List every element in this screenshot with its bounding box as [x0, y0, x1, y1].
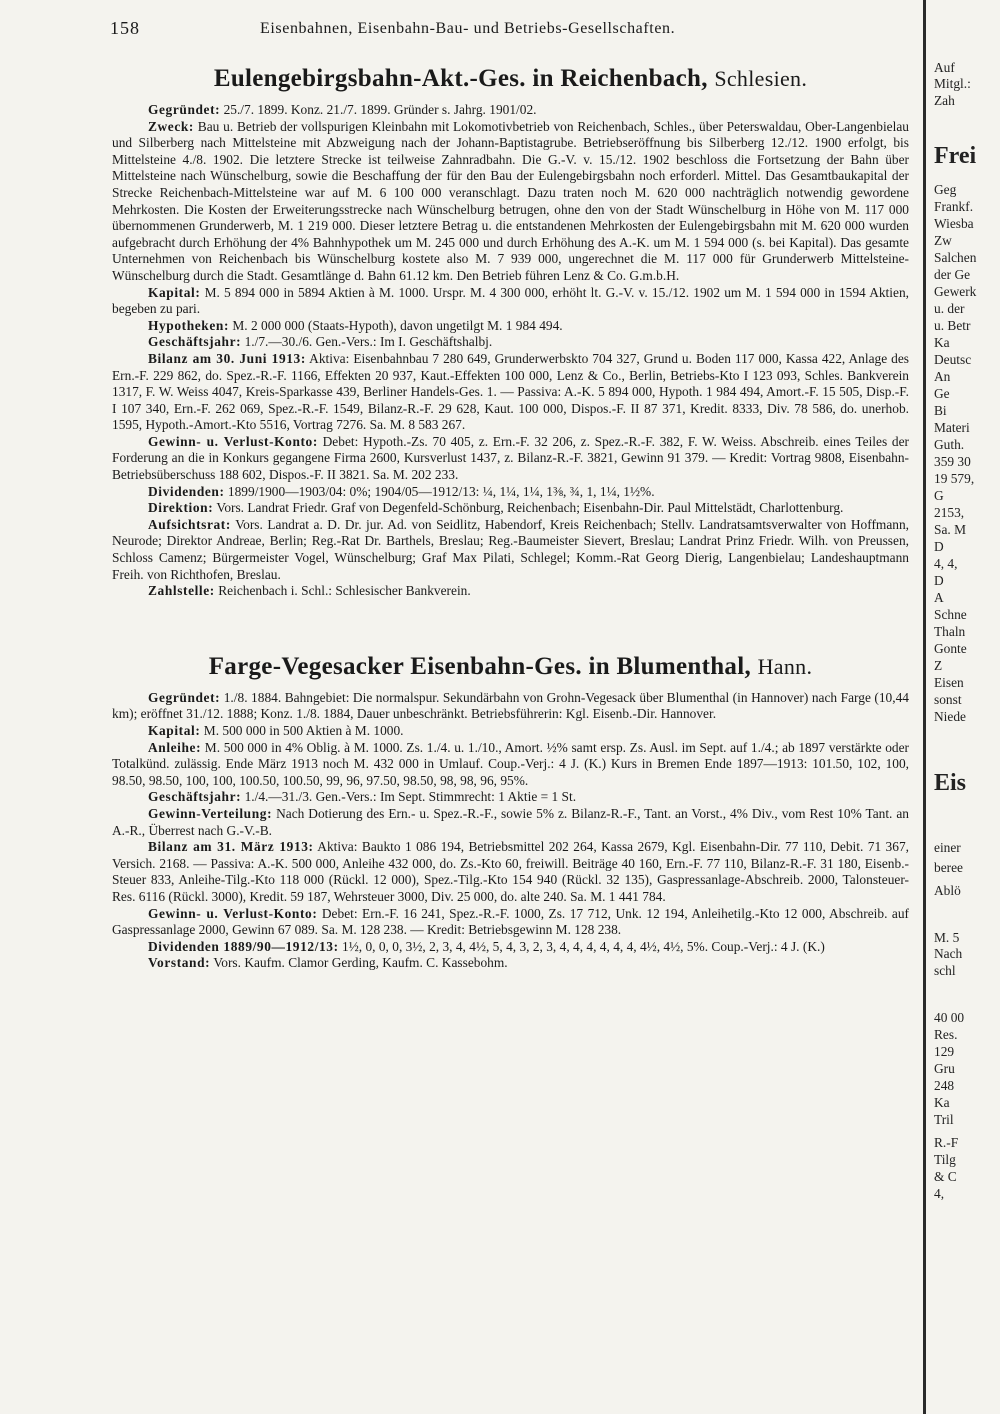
entry-text: 1./7.—30./6. Gen.-Vers.: Im I. Geschäftshalbj. — [244, 334, 493, 350]
entry-label: Kapital: — [148, 284, 201, 300]
entry-label: Direktion: — [148, 500, 214, 516]
page-header — [110, 18, 910, 44]
fragment-text: Z — [934, 658, 943, 673]
entry-text: 1½, 0, 0, 0, 3½, 2, 3, 4, 4½, 5, 4, 3, 2, 3, 4, 4, 4, 4, 4, 4, 4½, 4½, 5%. Coup.-Verj.: 4 J. (K.) — [342, 938, 825, 954]
entry-paragraph — [112, 318, 909, 335]
column-divider — [923, 0, 926, 1414]
fragment-text: Ge — [934, 386, 950, 401]
entry-paragraph — [112, 806, 909, 839]
fragment-text: D — [934, 539, 944, 554]
fragment-text: der Ge — [934, 267, 971, 282]
fragment-text: u. Betr — [934, 318, 971, 333]
fragment-text: Res. — [934, 1027, 958, 1042]
entry-paragraph — [112, 939, 909, 956]
fragment-text: D — [934, 573, 944, 588]
fragment-text: Eis — [934, 770, 967, 796]
entry-label: Hypotheken: — [148, 317, 230, 333]
entry-paragraph — [112, 955, 909, 972]
entry-label: Gewinn- u. Verlust-Konto: — [148, 905, 318, 921]
entry-label: Geschäftsjahr: — [148, 789, 242, 805]
company-place: Schlesien. — [714, 66, 808, 91]
fragment-text: G — [934, 488, 944, 503]
fragment-text: Thaln — [934, 624, 966, 639]
entry-label: Anleihe: — [148, 739, 202, 755]
fragment-text: Frei — [934, 143, 977, 169]
fragment-text: A — [934, 590, 944, 605]
fragment-text: beree — [934, 860, 963, 875]
entry-text: Vors. Landrat a. D. Dr. jur. Ad. von Seidlitz, Habendorf, Kreis Reichenbach; Stellv. Landratsamtsverwalter von Hoffmann, Neurode; Direktor Andreae, Berlin; Reg.-Rat Dr. Barthels, Breslau; Reg.-Baumeister Sievert, Breslau; Landrat Prinz Friedr. Wilh. von Preussen, Schloss Camenz; Bürgermeister Vogel, Wünschelburg; Graf Max Pilati, Schlegel; Komm.-Rat Georg Dierig, Langenbielau; Landeshauptmann Freih. von Richthofen, Breslau. — [112, 516, 909, 582]
entry-label: Gegründet: — [148, 102, 221, 117]
fragment-text: Geg — [934, 182, 957, 197]
entry-text: M. 5 894 000 in 5894 Aktien à M. 1000. Urspr. M. 4 300 000, erhöht lt. G.-V. v. 15./12. 1902 um M. 1 594 000 in 1594 Aktien, begeben zu pari. — [112, 284, 909, 317]
fragment-text: Wiesba — [934, 216, 974, 231]
fragment-text: Auf — [934, 60, 955, 75]
fragment-text: Niede — [934, 709, 966, 724]
entry-text: Reichenbach i. Schl.: Schlesischer Bankverein. — [218, 583, 471, 599]
fragment-text: Ka — [934, 1095, 950, 1110]
entry-paragraph — [112, 102, 909, 119]
entry-label: Aufsichtsrat: — [148, 516, 231, 532]
fragment-text: Guth. — [934, 437, 965, 452]
fragment-text: M. 5 — [934, 930, 960, 945]
entry-text: 1./4.—31./3. Gen.-Vers.: Im Sept. Stimmrecht: 1 Aktie = 1 St. — [244, 789, 577, 805]
entry-text: Debet: Hypoth.-Zs. 70 405, z. Ern.-F. 32 206, z. Spez.-R.-F. 382, F. W. Weiss. Abschreib. eines Teiles der Forderung an die in Konkurs gegangene Firma 2600, Kursverlust 1437, z. Bilanz-R.-F. 3821, Gewinn 91 379. — Kredit: Vortrag 9808, Eisenbahn-Betriebsüberschuss 188 602, Dispos.-F. II 3821. Sa. M. 202 233. — [112, 433, 909, 483]
fragment-text: Deutsc — [934, 352, 972, 367]
entry-paragraph — [112, 517, 909, 583]
fragment-text: 4, 4, — [934, 556, 958, 571]
fragment-text: u. der — [934, 301, 965, 316]
entry-paragraph — [112, 351, 909, 434]
entry-text: M. 500 000 in 4% Oblig. à M. 1000. Zs. 1./4. u. 1./10., Amort. ½% samt ersp. Zs. Ausl. im Sept. auf 1./4.; ab 1897 verstärkte oder Totalkünd. zulässig. Ende März 1913 noch M. 432 000 in Umlauf. Coup.-Verj.: 4 J. (K.) Kurs in Bremen Ende 1897—1913: 101.50, 102, 100, 98.50, 98.50, 100, 100, 100.50, 100.50, 99, 96, 97.50, 98.50, 98, 98, 96, 95%. — [112, 739, 909, 788]
fragment-text: 19 579, — [934, 471, 975, 486]
entry-text: 25./7. 1899. Konz. 21./7. 1899. Gründer s. Jahrg. 1901/02. — [223, 102, 537, 117]
fragment-text: Zw — [934, 233, 952, 248]
entry-text: Vors. Landrat Friedr. Graf von Degenfeld-Schönburg, Reichenbach; Eisenbahn-Dir. Paul Mittelstädt, Charlottenburg. — [216, 500, 844, 516]
fragment-text: Ablö — [934, 883, 961, 898]
company-title — [112, 652, 909, 682]
entry-label: Gegründet: — [148, 689, 221, 705]
fragment-text: 2153, — [934, 505, 965, 520]
fragment-text: Nach — [934, 946, 963, 961]
entry-text: Aktiva: Eisenbahnbau 7 280 649, Grunderwerbskto 704 327, Grund u. Boden 117 000, Kassa 422, Anlage des Ern.-F. 229 862, do. Spez.-R.-F. 1166, Effekten 20 937, Kaut.-Effekten 100 000, Lenz & Co., Berlin, Betriebs-Kto I 123 093, Schles. Bankverein 1317, F. W. Weiss 4047, Kreis-Sparkasse 439, Berliner Handels-Ges. 1. — Passiva: A.-K. 5 894 000, Hypoth. 1 984 494, Amort.-F. 15 505, Disp.-F. I 107 340, Ern.-F. 262 069, Spez.-R.-F. 1549, Bilanz-R.-F. 29 628, Kaut. 100 000, Dispos.-F. II 87 371, Kredit. 8333, Div. 78 586, do. unerhob. 1595, Hypoth.-Amort.-Kto 5516, Vortrag 7276. Sa. M. 8 583 267. — [112, 350, 910, 433]
entry-paragraph — [112, 906, 909, 939]
section-gap — [112, 600, 909, 646]
fragment-text: Salchen — [934, 250, 977, 265]
fragment-text: Ka — [934, 335, 950, 350]
fragment-text: Sa. M — [934, 522, 966, 537]
entry-label: Vorstand: — [148, 955, 211, 971]
entry-paragraph — [112, 434, 909, 484]
fragment-text: sonst — [934, 692, 962, 707]
fragment-text: Frankf. — [934, 199, 974, 214]
entry-label: Gewinn-Verteilung: — [148, 805, 273, 821]
company-name: Farge-Vegesacker Eisenbahn-Ges. in Blumenthal, — [208, 652, 752, 680]
entry-paragraph — [112, 119, 909, 285]
fragment-text: Gewerk — [934, 284, 977, 299]
entry-text: M. 500 000 in 500 Aktien à M. 1000. — [203, 723, 404, 738]
entry-text: Nach Dotierung des Ern.- u. Spez.-R.-F., sowie 5% z. Bilanz-R.-F., Tant. an Vorst., 4% Div., vom Rest 10% Tant. an A.-R., Überrest nach G.-V.-B. — [112, 805, 909, 838]
fragment-text: 129 — [934, 1044, 955, 1059]
entry-label: Zahlstelle: — [148, 583, 215, 599]
company-name: Eulengebirgsbahn-Akt.-Ges. in Reichenbach, — [213, 65, 708, 92]
fragment-text: 40 00 — [934, 1010, 965, 1025]
entry-paragraph — [112, 839, 909, 905]
entry-text: 1899/1900—1903/04: 0%; 1904/05—1912/13: ¼, 1¼, 1¼, 1⅜, ¾, 1, 1¼, 1½%. — [227, 483, 655, 499]
entry-label: Bilanz am 30. Juni 1913: — [148, 350, 306, 366]
entry-text: Debet: Ern.-F. 16 241, Spez.-R.-F. 1000, Zs. 17 712, Unk. 12 194, Anleihetilg.-Kto 12 000, Abschreib. auf Gaspressanlage 2000, Gewinn 67 089. Sa. M. 128 238. — Kredit: Betriebsgewinn M. 128 238. — [112, 905, 909, 938]
entry-label: Dividenden 1889/90—1912/13: — [148, 938, 339, 954]
main-column — [112, 58, 909, 972]
fragment-text: einer — [934, 840, 961, 855]
entry-paragraph — [112, 334, 909, 351]
entry-label: Bilanz am 31. März 1913: — [148, 839, 314, 855]
running-title: Eisenbahnen, Eisenbahn-Bau- und Betriebs-Gesellschaften. — [260, 20, 676, 37]
fragment-text: Schne — [934, 607, 967, 622]
fragment-text: Tilg — [934, 1152, 956, 1167]
entry-label: Geschäftsjahr: — [148, 334, 242, 350]
entry-label: Zweck: — [148, 118, 194, 134]
company-place: Hann. — [757, 653, 813, 679]
fragment-text: Mitgl.: — [934, 76, 971, 91]
entry-text: Vors. Kaufm. Clamor Gerding, Kaufm. C. Kassebohm. — [213, 955, 508, 971]
entry-paragraph — [112, 500, 909, 517]
entry-text: Aktiva: Baukto 1 086 194, Betriebsmittel 202 264, Kassa 2679, Kgl. Eisenbahn-Dir. 77 110, Debit. 71 367, Versich. 2168. — Passiva: A.-K. 500 000, Anleihe 432 000, do. Zs.-Kto 60, freiwill. Beiträge 40 160, Ern.-F. 77 110, Bilanz-R.-F. 31 180, Eisenb.-Steuer 833, Anleihe-Tilg.-Kto 118 000 (Rückl. 12 000), Spez.-Tilg.-Kto 154 940 (Rückl. 32 135), Gaspressanlage-Abschreib. 2000, Talonsteuer-Res. 6116 (Rückl. 3000), Kredit. 59 187, Wehrsteuer 3000, Div. 25 000, do. alte 240. Sa. M. 1 441 784. — [112, 839, 909, 904]
fragment-text: & C — [934, 1169, 957, 1184]
entry-label: Gewinn- u. Verlust-Konto: — [148, 433, 318, 449]
page-number: 158 — [110, 18, 140, 38]
entry-label: Dividenden: — [148, 483, 225, 499]
entry-text: M. 2 000 000 (Staats-Hypoth), davon ungetilgt M. 1 984 494. — [232, 317, 563, 333]
fragment-text: An — [934, 369, 951, 384]
fragment-text: Gru — [934, 1061, 955, 1076]
company-title — [112, 64, 909, 94]
fragment-text: schl — [934, 963, 956, 978]
entry-text: 1./8. 1884. Bahngebiet: Die normalspur. Sekundärbahn von Grohn-Vegesack über Blumenthal (in Hannover) nach Farge (10,44 km); eröffnet 31./12. 1888; Konz. 1./8. 1884, Dauer unbeschränkt. Betriebsführerin: Kgl. Eisenb.-Dir. Hannover. — [112, 689, 909, 722]
entry-label: Kapital: — [148, 723, 201, 738]
fragment-text: Zah — [934, 93, 955, 108]
entry-paragraph — [112, 690, 909, 723]
fragment-text: Gonte — [934, 641, 967, 656]
fragment-text: 4, — [934, 1186, 945, 1201]
fragment-text: 359 30 — [934, 454, 971, 469]
entry-paragraph — [112, 789, 909, 806]
entry-paragraph — [112, 723, 909, 740]
fragment-text: Materi — [934, 420, 970, 435]
entry-paragraph — [112, 484, 909, 501]
next-column-fragments — [928, 60, 1000, 1414]
fragment-text: Bi — [934, 403, 947, 418]
fragment-text: Tril — [934, 1112, 954, 1127]
entry-paragraph — [112, 285, 909, 318]
entry-paragraph — [112, 740, 909, 790]
fragment-text: Eisen — [934, 675, 964, 690]
fragment-text: R.-F — [934, 1135, 959, 1150]
fragment-text: 248 — [934, 1078, 955, 1093]
entry-text: Bau u. Betrieb der vollspurigen Kleinbahn mit Lokomotivbetrieb von Reichenbach, Schles., über Peterswaldau, Ober-Langenbielau und Silberberg nach Mittelsteine mit Abzweigung nach der Johann-Baptistagrube. Betriebseröffnung bis Silberberg 12./12. 1900 erfolgt, bis Mittelsteine 4./8. 1902. Die letztere Strecke ist teilweise Zahnradbahn. Die G.-V. v. 15./12. 1902 beschloss die Fortsetzung der Bahn über Mittelsteine nach Wünschelburg, sowie die Beschaffung der für den Bau der Eulengebirgsbahn noch erforderl. Mittel. Das Gesamtbaukapital der Strecke Reichenbach-Mittelsteine war auf M. 6 100 000 veranschlagt. Dazu traten noch M. 620 000 nachträglich notwendig gewordene Mehrkosten. Die Kosten der Erweiterungsstrecke nach Wünschelburg betrugen, ohne den von der Stadt Wünschelburg in Höhe von M. 117 000 übernommenen Grunderwerb, M. 1 219 000. Dieser letztere Betrag u. die entstandenen Mehrkosten der Eulengebirgsbahn mit M. 620 000 wurden aufgebracht durch Erhöhung der 4% Bahnhypothek um M. 245 000 und durch Erhöhung des A.-K. um M. 1 594 000 (s. bei Kapital). Das gesamte Unternehmen von Reichenbach bis Wünschelburg kostete also M. 7 939 000, ungerechnet die M. 117 000 für Grunderwerb Mittelsteine-Wünschelburg durch die Stadt. Gesamtlänge d. Bahn 61.12 km. Den Betrieb führen Lenz & Co. G.m.b.H. — [112, 118, 909, 283]
entry-paragraph — [112, 583, 909, 600]
